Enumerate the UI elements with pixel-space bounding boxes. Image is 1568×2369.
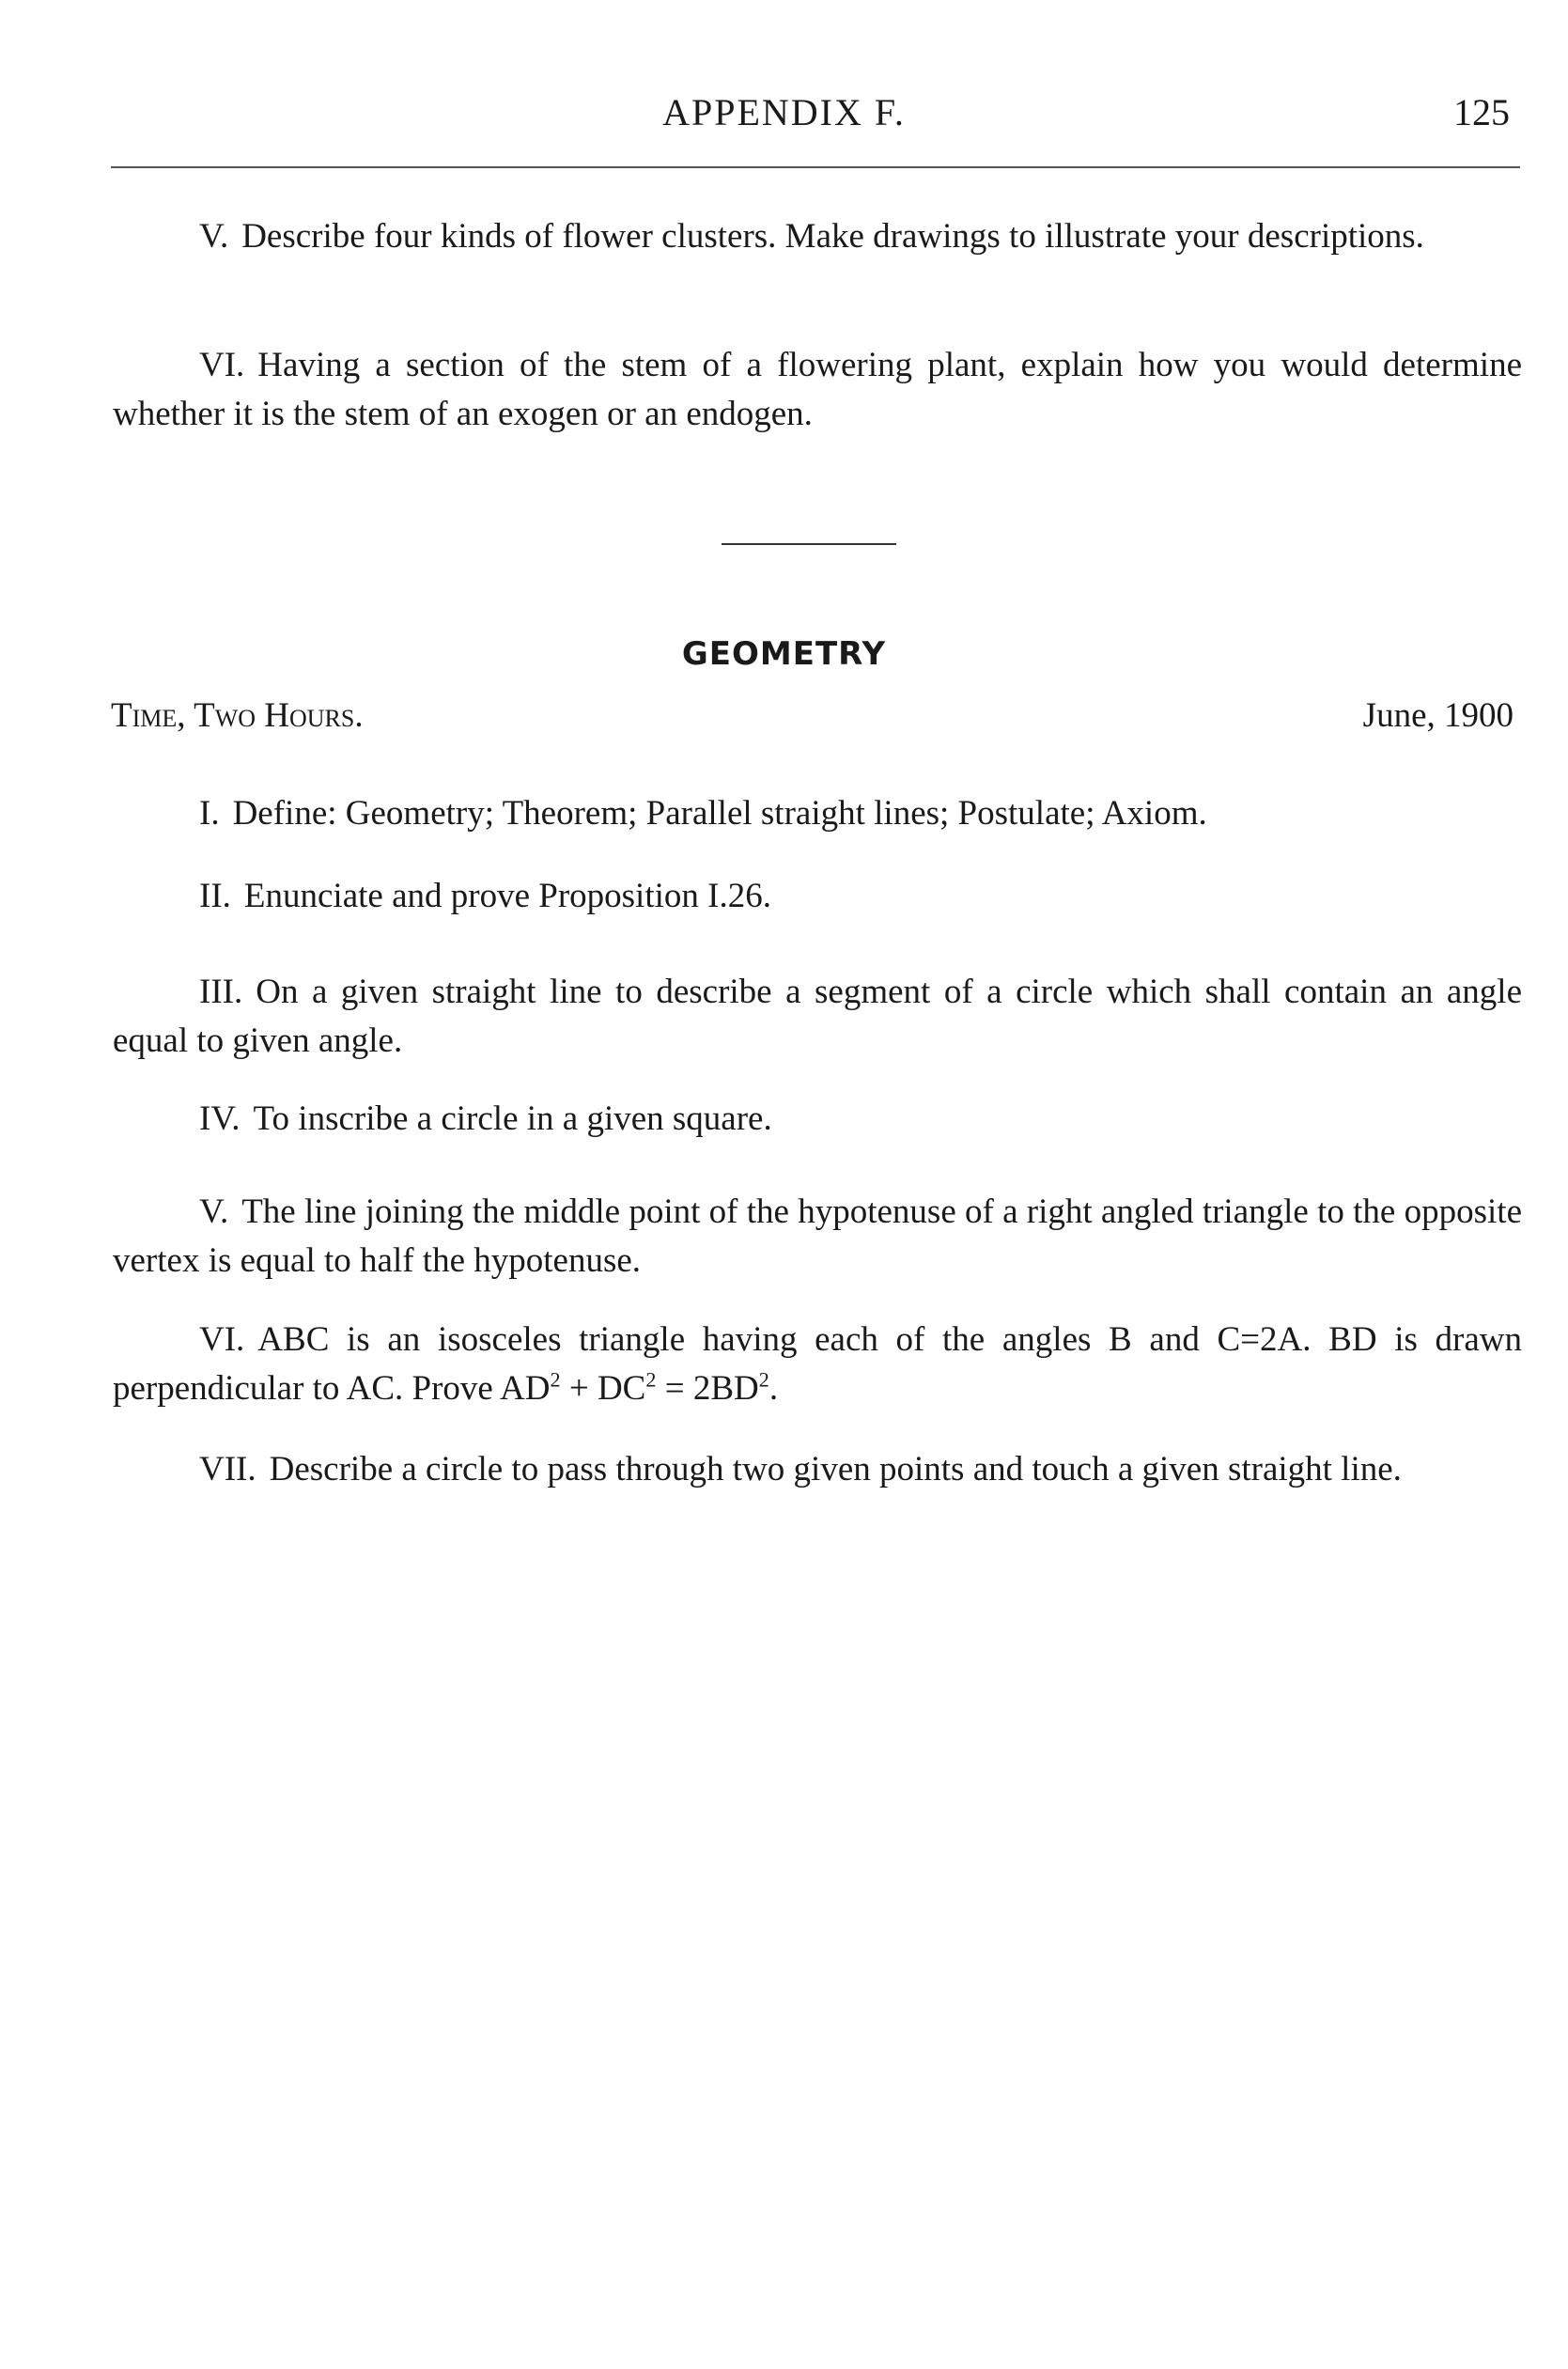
question-text: ABC is an isosceles triangle having each of the angles B and C=2A. BD is drawn perpendicular to AC. Prove AD	[113, 1320, 1522, 1408]
question-numeral: V.	[199, 217, 229, 256]
question-text: .	[768, 1369, 779, 1408]
question-text: + DC	[560, 1369, 646, 1408]
question-numeral: VII.	[199, 1450, 256, 1488]
question-text: To inscribe a circle in a given square.	[253, 1099, 772, 1138]
question-numeral: VI.	[199, 1320, 245, 1359]
question-numeral: IV.	[199, 1099, 241, 1138]
header-rule	[111, 166, 1520, 168]
section-title: GEOMETRY	[681, 635, 887, 673]
question-i	[113, 789, 1522, 838]
question-vii	[113, 1445, 1522, 1494]
question-iv	[113, 1095, 1522, 1144]
question-text: Enunciate and prove Proposition I.26.	[243, 877, 771, 915]
question-text: Describe a circle to pass through two given points and touch a given straight line.	[269, 1450, 1402, 1488]
section-divider	[722, 543, 896, 545]
superscript: 2	[758, 1367, 769, 1392]
question-v	[113, 1188, 1522, 1286]
question-v-botany	[113, 212, 1522, 261]
question-text: = 2BD	[656, 1369, 759, 1408]
exam-date: June, 1900	[1362, 696, 1514, 735]
question-numeral: I.	[199, 794, 220, 833]
question-vi-botany	[113, 341, 1522, 439]
question-numeral: II.	[199, 877, 231, 915]
question-numeral: III.	[199, 973, 243, 1011]
superscript: 2	[550, 1367, 561, 1392]
question-text: Describe four kinds of flower clusters. Make drawings to illustrate your descriptions.	[241, 217, 1424, 256]
page-number: 125	[1453, 91, 1510, 133]
question-numeral: V.	[199, 1192, 229, 1231]
running-head: APPENDIX F.	[662, 91, 906, 133]
question-text: On a given straight line to describe a segment of a circle which shall contain an angle equal to given angle.	[113, 973, 1522, 1060]
question-iii	[113, 968, 1522, 1066]
exam-time: Time, Two Hours.	[111, 696, 364, 735]
question-vi	[113, 1316, 1522, 1413]
question-text: Having a section of the stem of a flowering plant, explain how you would determine whether it is the stem of an exogen or an endogen.	[113, 346, 1522, 433]
question-ii	[113, 872, 1522, 921]
question-text: Define: Geometry; Theorem; Parallel straight lines; Postulate; Axiom.	[232, 794, 1207, 833]
question-numeral: VI.	[199, 346, 245, 384]
superscript: 2	[645, 1367, 657, 1392]
question-text: The line joining the middle point of the hypotenuse of a right angled triangle to the opposite vertex is equal to half the hypotenuse.	[113, 1192, 1522, 1280]
